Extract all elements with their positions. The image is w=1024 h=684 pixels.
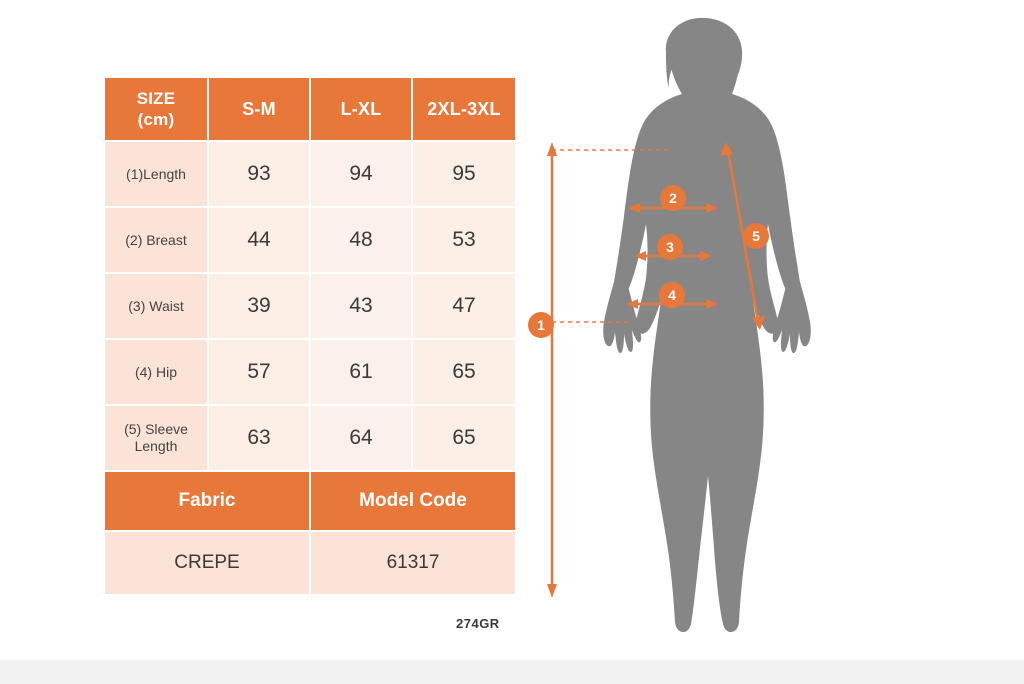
- footer-header-fabric: Fabric: [104, 471, 310, 531]
- table-footer-header-row: [104, 471, 516, 531]
- footer-value-model-code: 61317: [310, 531, 516, 595]
- header-col-sm: S-M: [208, 77, 310, 141]
- header-size-line2: (cm): [137, 110, 175, 129]
- cell-hip-2xl3xl: 65: [412, 339, 516, 405]
- cell-hip-sm: 57: [208, 339, 310, 405]
- marker-3-waist: 3: [657, 234, 683, 260]
- table-header-row: [104, 77, 516, 141]
- header-col-lxl: L-XL: [310, 77, 412, 141]
- header-size-cm: [104, 77, 208, 141]
- footer-value-fabric: CREPE: [104, 531, 310, 595]
- row-label-sleeve-length: (5) Sleeve Length: [104, 405, 208, 471]
- cell-length-sm: 93: [208, 141, 310, 207]
- cell-length-lxl: 94: [310, 141, 412, 207]
- cell-waist-lxl: 43: [310, 273, 412, 339]
- measurement-figure: [520, 10, 1020, 660]
- marker-2-breast: 2: [660, 185, 686, 211]
- cell-waist-sm: 39: [208, 273, 310, 339]
- marker-5-sleeve-length: 5: [743, 223, 769, 249]
- table-row: [104, 339, 516, 405]
- cell-breast-lxl: 48: [310, 207, 412, 273]
- marker-4-hip: 4: [659, 282, 685, 308]
- female-silhouette-icon: [603, 18, 811, 632]
- page-footer-strip: [0, 660, 1024, 684]
- cell-breast-2xl3xl: 53: [412, 207, 516, 273]
- cell-length-2xl3xl: 95: [412, 141, 516, 207]
- marker-1-length: 1: [528, 312, 554, 338]
- weight-note: 274GR: [456, 616, 500, 631]
- table-row: [104, 207, 516, 273]
- cell-sleeve-sm: 63: [208, 405, 310, 471]
- row-label-waist: (3) Waist: [104, 273, 208, 339]
- table-row: [104, 405, 516, 471]
- row-label-hip: (4) Hip: [104, 339, 208, 405]
- table-row: [104, 273, 516, 339]
- table-row: [104, 141, 516, 207]
- table-footer-row: [104, 531, 516, 595]
- size-chart-table: [103, 76, 517, 596]
- cell-sleeve-lxl: 64: [310, 405, 412, 471]
- footer-header-model-code: Model Code: [310, 471, 516, 531]
- cell-hip-lxl: 61: [310, 339, 412, 405]
- header-col-2xl3xl: 2XL-3XL: [412, 77, 516, 141]
- row-label-breast: (2) Breast: [104, 207, 208, 273]
- cell-breast-sm: 44: [208, 207, 310, 273]
- cell-sleeve-2xl3xl: 65: [412, 405, 516, 471]
- header-size-line1: SIZE: [136, 89, 176, 108]
- cell-waist-2xl3xl: 47: [412, 273, 516, 339]
- silhouette-diagram: [520, 10, 1020, 660]
- row-label-length: (1)Length: [104, 141, 208, 207]
